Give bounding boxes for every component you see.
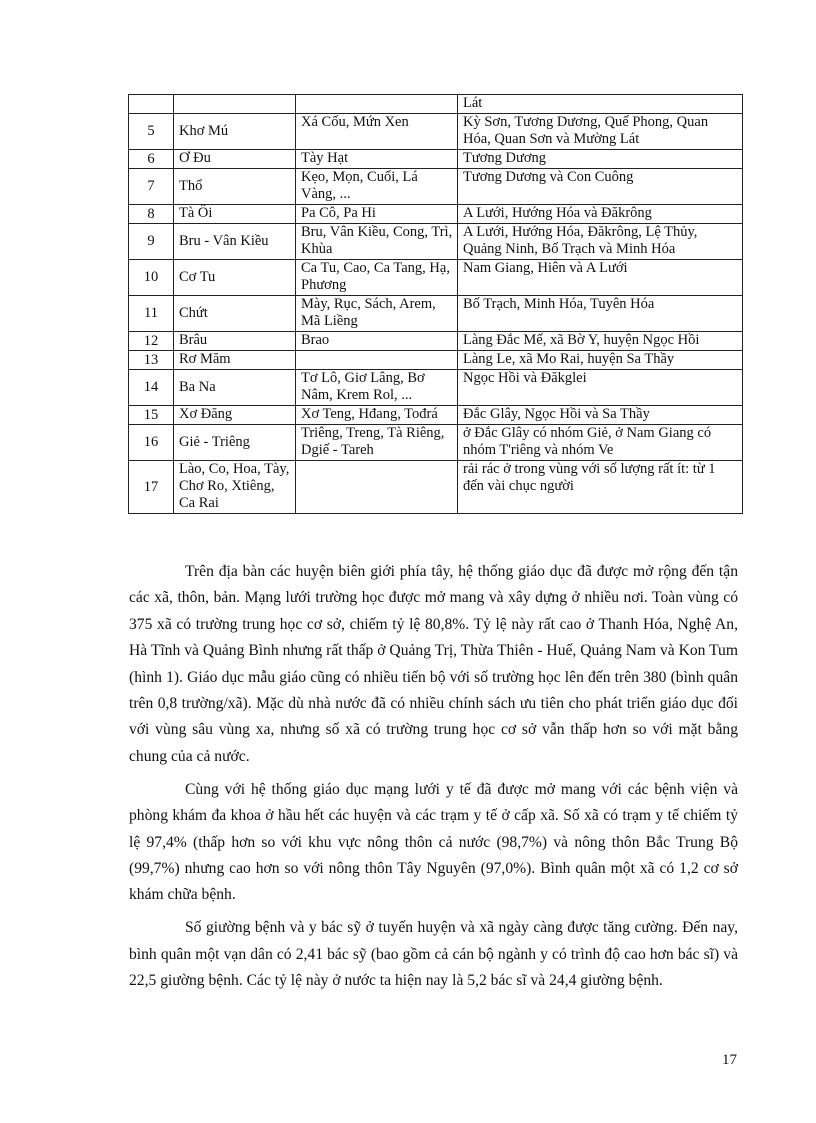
local-names-cell: Kẹo, Mọn, Cuối, Lá Vàng, ... [296,169,458,205]
residence-area-cell: Nam Giang, Hiên và A Lưới [458,260,743,296]
ethnic-groups-table [128,94,743,514]
residence-area-cell: Kỳ Sơn, Tương Dương, Quế Phong, Quan Hóa, Quan Sơn và Mường Lát [458,114,743,150]
local-names-cell: Xơ Teng, Hđang, Tođrá [296,406,458,425]
paragraph-healthcare: Cùng với hệ thống giáo dục mạng lưới y tế đã được mở mang với các bệnh viện và phòng khám đa khoa ở hầu hết các huyện và các trạm y tế ở cấp xã. Số xã có trạm y tế chiếm tỷ lệ 97,4% (thấp hơn so với khu vực nông thôn cả nước (98,7%) và nông thôn Bắc Trung Bộ (99,7%) nhưng cao hơn so với nông thôn Tây Nguyên (97,0%). Bình quân một xã có 1,2 cơ sở khám chữa bệnh. [129,780,738,904]
row-number-cell: 15 [129,406,174,425]
residence-area-cell: Đắc Glây, Ngọc Hồi và Sa Thầy [458,406,743,425]
ethnic-name-cell: Bru - Vân Kiều [174,224,296,260]
local-names-cell: Pa Cô, Pa Hi [296,205,458,224]
residence-area-cell: A Lưới, Hướng Hóa, Đăkrông, Lệ Thủy, Quảng Ninh, Bố Trạch và Minh Hóa [458,224,743,260]
row-number-cell: 5 [129,114,174,150]
table-row [129,406,743,425]
table-row [129,205,743,224]
table-row [129,114,743,150]
local-names-cell: Bru, Vân Kiều, Cong, Trì, Khùa [296,224,458,260]
ethnic-name-cell: Lào, Co, Hoa, Tày, Chơ Ro, Xtiêng, Ca Rai [174,461,296,514]
residence-area-cell: Tương Dương và Con Cuông [458,169,743,205]
table-row [129,169,743,205]
paragraph-education: Trên địa bàn các huyện biên giới phía tây, hệ thống giáo dục đã được mở rộng đến tận các xã, thôn, bản. Mạng lưới trường học được mở mang và xây dựng ở nhiều nơi. Toàn vùng có 375 xã có trường trung học cơ sở, chiếm tỷ lệ 80,8%. Tỷ lệ này rất cao ở Thanh Hóa, Nghệ An, Hà Tĩnh và Quảng Bình nhưng rất thấp ở Quảng Trị, Thừa Thiên - Huế, Quảng Nam và Kon Tum (hình 1). Giáo dục mẫu giáo cũng có nhiều tiến bộ với số trường học lên đến trên 380 (bình quân trên 0,8 trường/xã). Mặc dù nhà nước đã có nhiều chính sách ưu tiên cho phát triển giáo dục đối với vùng sâu vùng xa, nhưng số xã có trường trung học cơ sở vẫn thấp hơn so với mặt bằng chung của cả nước. [129,563,738,765]
local-names-cell: Tày Hạt [296,150,458,169]
body-text [129,559,738,1001]
local-names-cell: Mày, Rục, Sách, Arem, Mã Liềng [296,296,458,332]
ethnic-name-cell: Giẻ - Triêng [174,425,296,461]
residence-area-cell: Tương Dương [458,150,743,169]
table-row [129,370,743,406]
local-names-cell: Triêng, Treng, Tà Riêng, Dgiế - Tareh [296,425,458,461]
ethnic-name-cell: Khơ Mú [174,114,296,150]
ethnic-name-cell: Xơ Đăng [174,406,296,425]
table-row [129,461,743,514]
row-number-cell [129,95,174,114]
row-number-cell: 8 [129,205,174,224]
ethnic-name-cell: Brâu [174,332,296,351]
residence-area-cell: ở Đắc Glây có nhóm Giẻ, ở Nam Giang có nhóm T'riêng và nhóm Ve [458,425,743,461]
row-number-cell: 10 [129,260,174,296]
table-row [129,224,743,260]
ethnic-name-cell [174,95,296,114]
ethnic-name-cell: Rơ Măm [174,351,296,370]
row-number-cell: 16 [129,425,174,461]
row-number-cell: 12 [129,332,174,351]
row-number-cell: 17 [129,461,174,514]
table-row [129,425,743,461]
local-names-cell: Ca Tu, Cao, Ca Tang, Hạ, Phương [296,260,458,296]
table-row [129,150,743,169]
row-number-cell: 11 [129,296,174,332]
ethnic-name-cell: Tà Ôi [174,205,296,224]
residence-area-cell: rải rác ở trong vùng với số lượng rất ít: từ 1 đến vài chục người [458,461,743,514]
local-names-cell: Brao [296,332,458,351]
local-names-cell: Tơ Lô, Giơ Lâng, Bơ Nâm, Krem Rol, ... [296,370,458,406]
residence-area-cell: Làng Le, xã Mo Rai, huyện Sa Thầy [458,351,743,370]
page-number: 17 [722,1052,737,1068]
row-number-cell: 13 [129,351,174,370]
residence-area-cell: Lát [458,95,743,114]
table-row [129,351,743,370]
row-number-cell: 6 [129,150,174,169]
paragraph-hospital-beds: Số giường bệnh và y bác sỹ ở tuyến huyện và xã ngày càng được tăng cường. Đến nay, bình quân một vạn dân có 2,41 bác sỹ (bao gồm cả cán bộ ngành y có trình độ cao hơn bác sĩ) và 22,5 giường bệnh. Các tỷ lệ này ở nước ta hiện nay là 5,2 bác sĩ và 24,4 giường bệnh. [129,919,738,990]
residence-area-cell: Làng Đắc Mế, xã Bờ Y, huyện Ngọc Hồi [458,332,743,351]
ethnic-name-cell: Thổ [174,169,296,205]
local-names-cell: Xá Cốu, Mứn Xen [296,114,458,150]
residence-area-cell: Ngọc Hồi và Đăkglei [458,370,743,406]
ethnic-name-cell: Cơ Tu [174,260,296,296]
local-names-cell [296,95,458,114]
local-names-cell [296,351,458,370]
table-row [129,260,743,296]
table-row [129,95,743,114]
ethnic-name-cell: Ơ Đu [174,150,296,169]
ethnic-name-cell: Ba Na [174,370,296,406]
row-number-cell: 14 [129,370,174,406]
table-row [129,332,743,351]
local-names-cell [296,461,458,514]
ethnic-name-cell: Chứt [174,296,296,332]
table-row [129,296,743,332]
residence-area-cell: A Lưới, Hướng Hóa và Đăkrông [458,205,743,224]
row-number-cell: 9 [129,224,174,260]
row-number-cell: 7 [129,169,174,205]
residence-area-cell: Bố Trạch, Minh Hóa, Tuyên Hóa [458,296,743,332]
